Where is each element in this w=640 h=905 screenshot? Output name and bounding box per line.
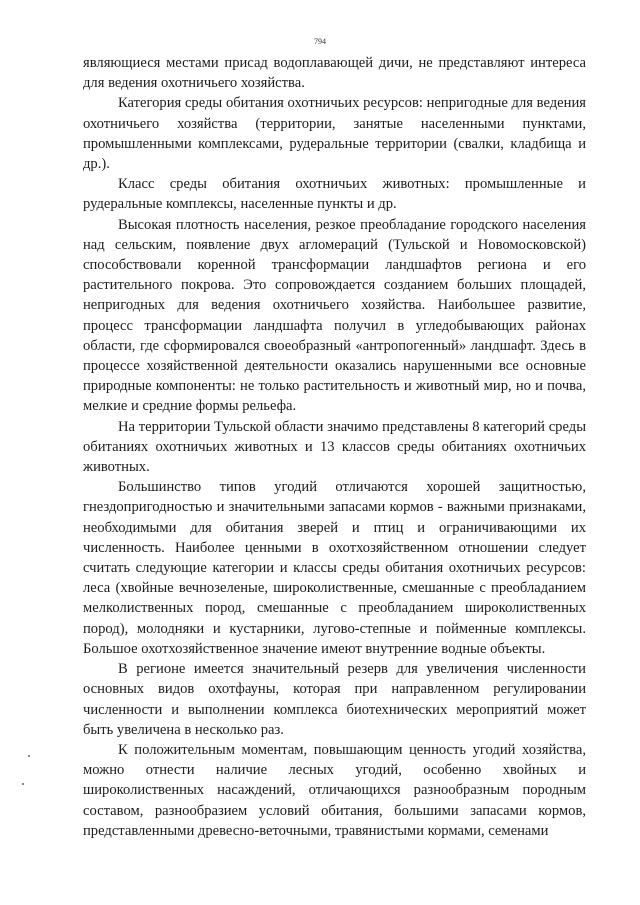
scan-speck [28, 755, 30, 757]
document-body [83, 53, 586, 841]
page-number: 794 [314, 37, 326, 46]
paragraph: Категория среды обитания охотничьих ресурсов: непригодные для ведения охотничьего хозяйства (территории, занятые населенными пунктами, промышленными комплексами, рудеральные территории (свалки, кладбища и др.). [83, 95, 586, 173]
paragraph: Большинство типов угодий отличаются хорошей защитностью, гнездопригодностью и значительными запасами кормов - важными признаками, необходимыми для обитания зверей и птиц и ограничивающими их численность. Наиболее ценными в охотхозяйственном отношении следует считать следующие категории и классы среды обитания охотничьих ресурсов: леса (хвойные вечнозеленые, широколиственные, смешанные с преобладанием мелколиственных пород, смешанные с преобладанием широколиственных пород), молодняки и кустарники, лугово-степные и пойменные комплексы. Большое охотхозяйственное значение имеют внутренние водные объекты. [83, 479, 586, 657]
paragraph: На территории Тульской области значимо представлены 8 категорий среды обитаниях охотничьих животных и 13 классов среды обитаниях охотничьих животных. [83, 418, 586, 476]
paragraph: Высокая плотность населения, резкое преобладание городского населения над сельским, появление двух агломераций (Тульской и Новомосковской) способствовали коренной трансформации ландшафтов региона и его растительного покрова. Это сопровождается созданием больших площадей, непригодных для ведения охотничьего хозяйства. Наибольшее развитие, процесс трансформации ландшафта получил в угледобывающих районах области, где сформировался своеобразный «антропогенный» ландшафт. Здесь в процессе хозяйственной деятельности оказались нарушенными все основные природные компоненты: не только растительность и животный мир, но и почва, мелкие и средние формы рельефа. [83, 216, 586, 415]
paragraph: В регионе имеется значительный резерв для увеличения численности основных видов охотфауны, которая при направленном регулировании численности и выполнении комплекса биотехнических мероприятий может быть увеличена в несколько раз. [83, 661, 586, 738]
paragraph: являющиеся местами присад водоплавающей дичи, не представляют интереса для ведения охотничьего хозяйства. [83, 55, 586, 92]
scan-speck [22, 783, 24, 785]
paragraph: К положительным моментам, повышающим ценность угодий хозяйства, можно отнести наличие лесных угодий, особенно хвойных и широколиственных насаждений, отличающихся разнообразным породным составом, разнообразием условий обитания, большими запасами кормов, представленными древесно-веточными, травянистыми кормами, семенами [83, 741, 586, 839]
paragraph: Класс среды обитания охотничьих животных: промышленные и рудеральные комплексы, населенные пункты и др. [83, 176, 586, 213]
